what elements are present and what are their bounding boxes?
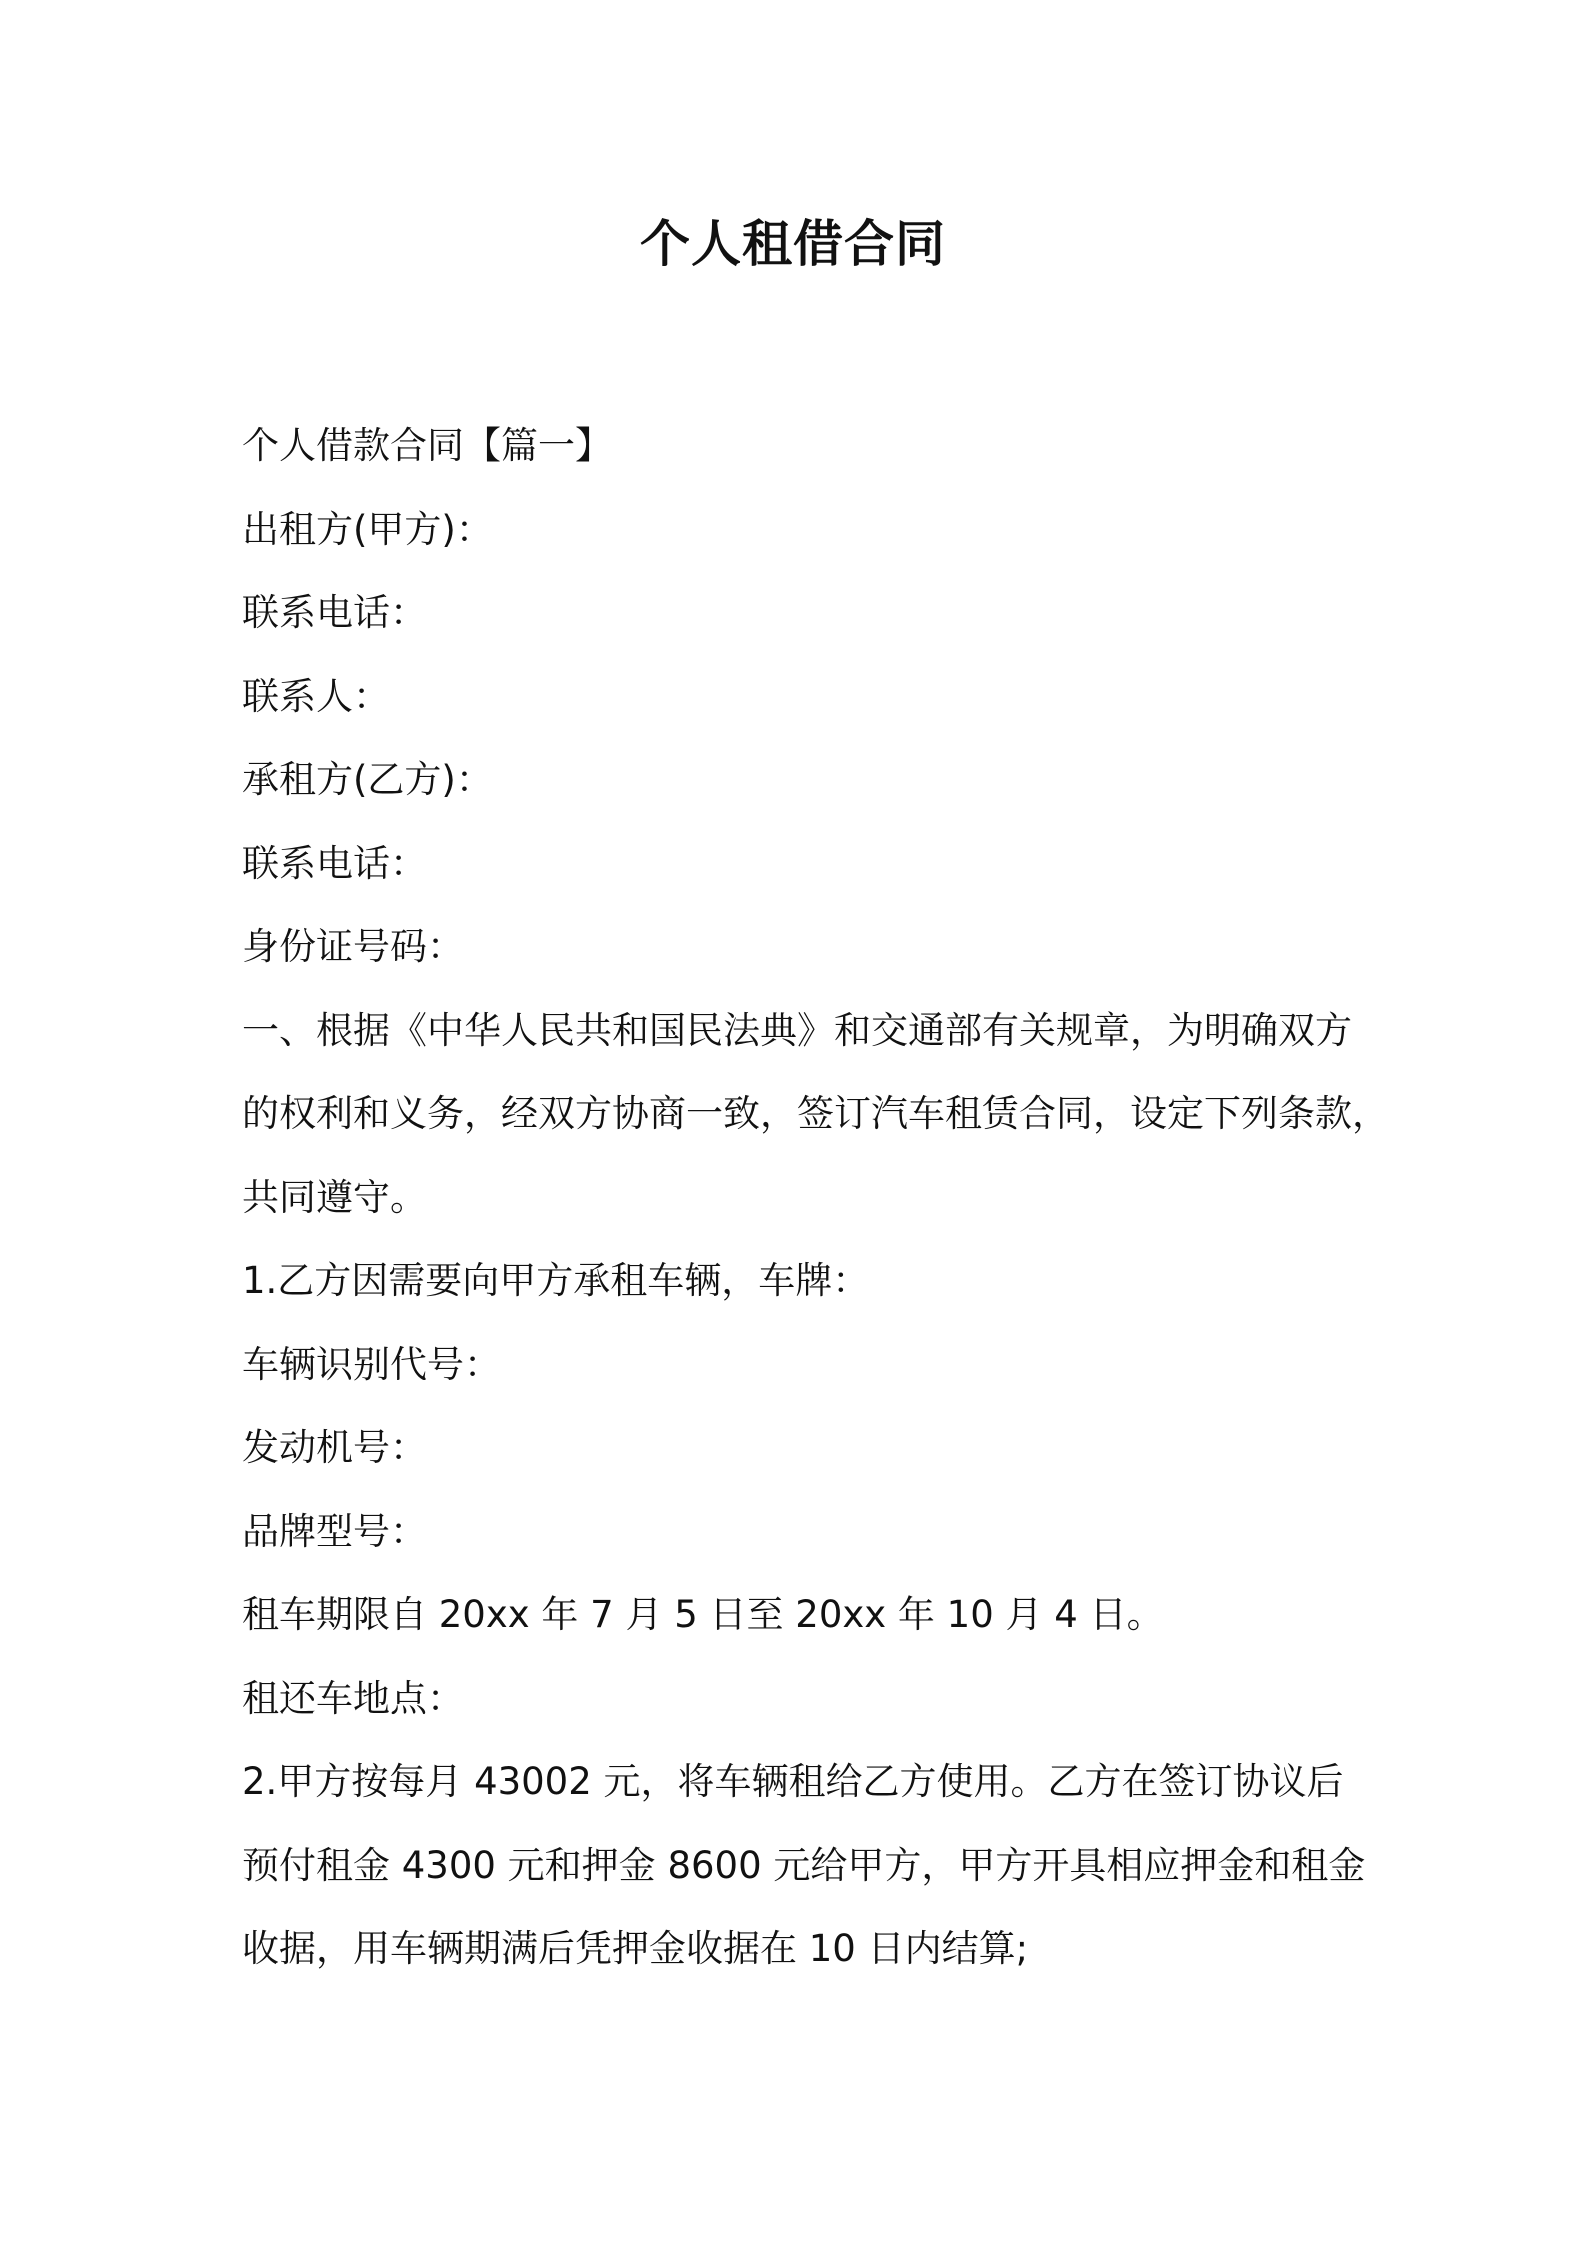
document-title: 个人租借合同 xyxy=(640,215,946,273)
engine-number-field: 发动机号： xyxy=(242,1426,427,1469)
brand-model-field: 品牌型号： xyxy=(242,1509,427,1553)
lessor-phone-field: 联系电话： xyxy=(242,591,427,634)
id-number-field: 身份证号码： xyxy=(242,925,464,968)
pickup-return-location-field: 租还车地点： xyxy=(242,1676,464,1720)
clause-one-line-2: 的权利和义务，经双方协商一致，签订汽车租赁合同，设定下列条款， xyxy=(242,1092,1389,1135)
clause-one-line-1: 一、根据《中华人民共和国民法典》和交通部有关规章，为明确双方 xyxy=(242,1008,1352,1052)
clause-one-line-3: 共同遵守。 xyxy=(242,1175,427,1219)
document-body xyxy=(242,404,1389,1991)
section-heading: 个人借款合同【篇一】 xyxy=(242,424,612,467)
item-2-line-3: 收据，用车辆期满后凭押金收据在 10 日内结算; xyxy=(242,1927,1029,1970)
lessee-phone-field: 联系电话： xyxy=(242,841,427,885)
lessor-field: 出租方(甲方)： xyxy=(242,507,493,551)
item-1-plate-field: 1.乙方因需要向甲方承租车辆，车牌： xyxy=(242,1259,870,1302)
rental-period-line: 租车期限自 20xx 年 7 月 5 日至 20xx 年 10 月 4 日。 xyxy=(242,1593,1164,1636)
lessee-field: 承租方(乙方)： xyxy=(242,758,493,801)
item-2-line-2: 预付租金 4300 元和押金 8600 元给甲方，甲方开具相应押金和租金 xyxy=(242,1843,1366,1887)
vin-field: 车辆识别代号： xyxy=(242,1342,501,1386)
contact-person-field: 联系人： xyxy=(242,674,390,718)
item-2-line-1: 2.甲方按每月 43002 元，将车辆租给乙方使用。乙方在签订协议后 xyxy=(242,1760,1344,1803)
